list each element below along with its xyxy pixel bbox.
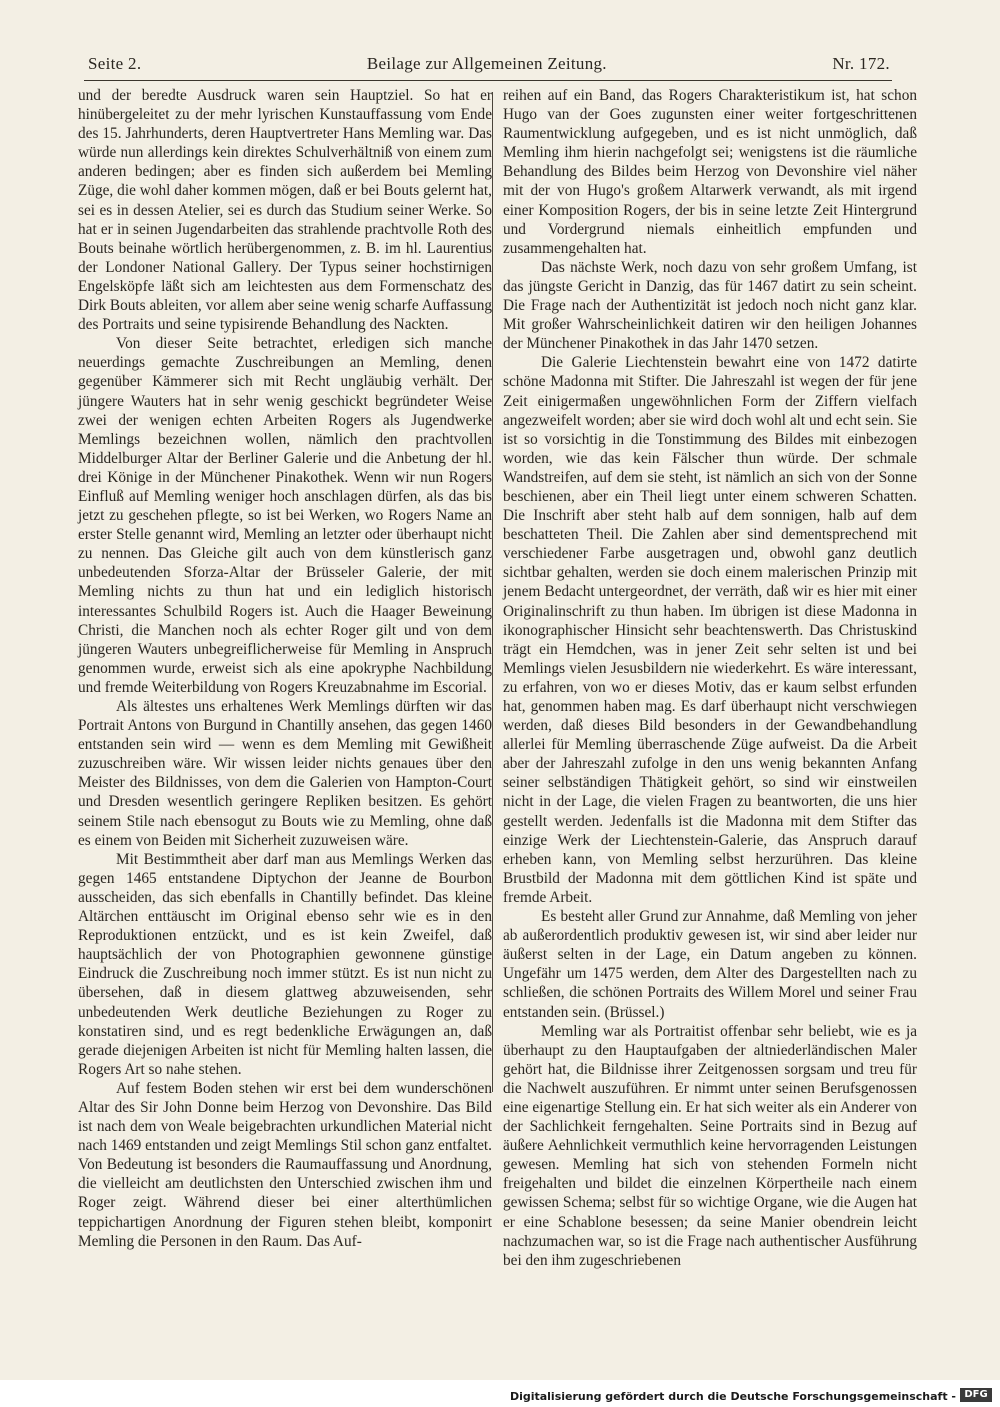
paragraph: Memling war als Portraitist offenbar sehr beliebt, wie es ja überhaupt zu den Hauptaufgaben der altniederländischen Maler gehört hat, die Bildnisse ihrer Zeitgenossen sorgsam und treu für die Nachwelt auszuführen. Er nimmt unter seinen Berufsgenossen eine eigenartige Stellung ein. Er hat sich weiter als ein Anderer von der Sachlichkeit ferngehalten. Seine Portraits sind in Bezug auf äußere Aehnlichkeit vermuthlich keine hervorragenden Leistungen gewesen. Memling hat sich von stehenden Formeln nicht freigehalten und bildet die einzelnen Körpertheile nach einem gewissen Schema; selbst für so wichtige Organe, wie die Augen hat er eine Schablone besessen; da seine Manier obendrein leicht nachzumachen war, so ist die Frage nach authentischer Ausführung bei den ihm zugeschriebenen bbox=[503, 1022, 917, 1269]
page-header bbox=[88, 46, 890, 74]
page-number: Seite 2. bbox=[88, 54, 142, 73]
paragraph: Das nächste Werk, noch dazu von sehr großem Umfang, ist das jüngste Gericht in Danzig, das für 1467 datirt zu sein scheint. Die Frage nach der Authentizität ist jedoch noch nicht ganz klar. Mit großer Wahrscheinlichkeit datiren wir den heiligen Johannes der Münchener Pinakothek in das Jahr 1470 setzen. bbox=[503, 258, 917, 353]
paragraph: reihen auf ein Band, das Rogers Charakteristikum ist, hat schon Hugo van der Goes zugunsten einer weiter fortgeschrittenen Raumentwicklung aufgegeben, und es ist nicht unmöglich, daß Memling ihm hierin nachgefolgt sei; wenigstens ist die räumliche Behandlung des Bildes beim Herzog von Devonshire viel näher mit der von Hugo's großem Altarwerk verwandt, als mit irgend einer Komposition Rogers, der bis in seine letzte Zeit Hintergrund und Vordergrund niemals einheitlich empfunden und zusammengehalten hat. bbox=[503, 87, 917, 257]
paragraph: Von dieser Seite betrachtet, erledigen sich manche neuerdings gemachte Zuschreibungen an Memling, denen gegenüber Kämmerer sich mit Recht ungläubig verhält. Der jüngere Wauters hat in sehr wenig geschickt begründeter Weise zwei der wenigen echten Arbeiten Rogers als Jugendwerke Memlings bezeichnen wollen, nämlich den prachtvollen Middelburger Altar der Berliner Galerie und die Anbetung der hl. drei Könige in der Münchener Pinakothek. Wenn wir nun Rogers Einfluß auf Memling weniger hoch anschlagen dürfen, als das bis jetzt zu geschehen pflegte, so ist bei Werken, wo Rogers Name an erster Stelle genannt wird, Memling an letzter oder überhaupt nicht zu nennen. Das Gleiche gilt auch von dem künstlerisch ganz unbedeutenden Sforza-Altar der Brüsseler Galerie, der mit Memling nichts zu thun hat und ein lediglich historisch interessantes Schulbild Rogers ist. Auch die Haager Beweinung Christi, die Manchen noch als echter Roger gilt und von dem jüngeren Wauters unbegreiflicherweise für Memling in Anspruch genommen wurde, erweist sich als eine apokryphe Nachbildung und fremde Weiterbildung von Rogers Kreuzabnahme im Escorial. bbox=[78, 335, 492, 696]
paragraph: Auf festem Boden stehen wir erst bei dem wunderschönen Altar des Sir John Donne beim Herzog von Devonshire. Das Bild ist nach dem von Weale beigebrachten urkundlichen Material nicht nach 1469 entstanden und zeigt Memlings Stil schon ganz entfaltet. Von Bedeutung ist besonders die Raumauffassung und Anordnung, die vielleicht am deutlichsten den Unterschied zwischen ihm und Roger zeigt. Während dieser bei einer alterthümlichen teppichartigen Anordnung der Figuren stehen bleibt, komponirt Memling die Personen in den Raum. Das Auf- bbox=[78, 1079, 492, 1250]
paragraph: Es besteht aller Grund zur Annahme, daß Memling von jeher ab außerordentlich produktiv gewesen ist, wir sind aber leider nur äußerst selten in der Lage, ein Datum angeben zu können. Ungefähr um 1475 werden, dem Alter des Dargestellten nach zu schließen, die schönen Portraits des Willem Morel und seiner Frau entstanden sein. (Brüssel.) bbox=[503, 908, 917, 1021]
column-divider bbox=[492, 92, 493, 1092]
paragraph: Mit Bestimmtheit aber darf man aus Memlings Werken das gegen 1465 entstandene Diptychon der Jeanne de Bourbon ausscheiden, das sich ebenfalls in Chantilly befindet. Das kleine Altärchen enttäuscht im Original ebenso sehr wie es in den Reproduktionen entzückt, und es ist kein Zweifel, daß hauptsächlich der von Photographien gewonnene günstige Eindruck die Zuschreibung noch immer stützt. Es ist nun nicht zu übersehen, daß in diesem glattweg abzuweisenden, sehr unbedeutenden Werk deutliche Beziehungen zu Roger zu konstatiren sind, und es regt bedenkliche Erwägungen an, daß gerade diejenigen Arbeiten ist nicht für Memling halten lassen, die Rogers Art so nahe stehen. bbox=[78, 850, 492, 1078]
paragraph: Als ältestes uns erhaltenes Werk Memlings dürften wir das Portrait Antons von Burgund in Chantilly ansehen, das gegen 1460 entstanden sein wird — wenn es dem Memling mit Gewißheit zuzuschreiben wäre. Wir wissen leider nichts genaues über den Meister des Bildnisses, von dem die Galerien von Hampton-Court und Dresden wesentlich geringere Repliken besitzen. Es gehört seinem Stile nach ebensogut zu Bouts wie zu Memling, ohne daß es einem von Beiden mit Sicherheit zuzuweisen wäre. bbox=[78, 698, 492, 849]
header-rule bbox=[84, 80, 892, 81]
dfg-logo[interactable]: DFG bbox=[960, 1388, 992, 1402]
paragraph: und der beredte Ausdruck waren sein Hauptziel. So hat er hinübergeleitet zu der mehr lyrischen Kunstauffassung vom Ende des 15. Jahrhunderts, deren Hauptvertreter Hans Memling war. Das würde nun allerdings kein direktes Schulverhältniß von einem zum anderen bedingen; aber es finden sich außerdem bei Memling Züge, die wohl daher kommen mögen, daß er bei Bouts gelernt hat, sei es in dessen Atelier, sei es durch das Studium seiner Werke. So hat er in seinen Jugendarbeiten das strahlende prachtvolle Roth des Bouts beinahe wörtlich herübergenommen, z. B. im hl. Laurentius der Londoner National Gallery. Der Typus seiner hochstirnigen Engelsköpfe läßt sich am leichtesten aus dem Formenschatz des Dirk Bouts ableiten, vor allem aber seine wenig scharfe Auffassung des Portraits und seine typisirende Behandlung des Nackten. bbox=[78, 87, 492, 334]
funding-notice: Digitalisierung gefördert durch die Deutsche Forschungsgemeinschaft - bbox=[509, 1390, 956, 1403]
publication-title: Beilage zur Allgemeinen Zeitung. bbox=[366, 54, 607, 73]
paragraph: Die Galerie Liechtenstein bewahrt eine von 1472 datirte schöne Madonna mit Stifter. Die Jahreszahl ist wegen der für jene Zeit einigermaßen ungewöhnlichen Form der Ziffern vielfach angezweifelt worden; aber sie wird doch wohl alt und echt sein. Sie ist so vorsichtig in die Tonstimmung des Bildes mit einbezogen worden, wie das kein Fälscher thun würde. Der schmale Wandstreifen, auf dem sie steht, ist nämlich an sich von der Sonne beschienen, aber ein Theil liegt unter einem schweren Schatten. Die Inschrift aber steht halb auf dem sonnigen, halb auf dem beschatteten Theil. Die Zahlen aber sind dementsprechend mit verschiedener Farbe ausgetragen und, obwohl ganz deutlich sichtbar gehalten, werden sie doch einem malerischen Prinzip mit jenem Bedacht untergeordnet, der verräth, daß wir es hier mit einer Originalinschrift zu thun haben. Im übrigen ist diese Madonna in ikonographischer Hinsicht sehr beachtenswerth. Das Christuskind trägt ein Hemdchen, was in jener Zeit sehr selten ist und bei Memlings vielen Jesusbildern nie wiederkehrt. Es wäre interessant, zu erfahren, von wo er dieses Motiv, das er kaum selbst erfunden hat, genommen haben mag. Es darf überhaupt nicht verschwiegen werden, daß dieses Bild besonders in der Gewandbehandlung allerlei für Memling überraschende Züge aufweist. Da die Arbeit aber der Jahreszahl zufolge in den uns wenig bekannten Anfang seiner selbständigen Thätigkeit gehört, so sind wir einstweilen nicht in der Lage, die vielen Fragen zu beantworten, die uns hier gestellt werden. Jedenfalls ist die Madonna mit dem Stifter das einzige Werk der Liechtenstein-Galerie, das Anspruch darauf erheben kann, von Memling selbst herzurühren. Das kleine Brustbild der Madonna mit dem göttlichen Kind ist späte und fremde Arbeit. bbox=[503, 354, 917, 906]
right-column bbox=[503, 86, 917, 1270]
issue-number: Nr. 172. bbox=[832, 54, 890, 73]
left-column bbox=[78, 86, 492, 1251]
